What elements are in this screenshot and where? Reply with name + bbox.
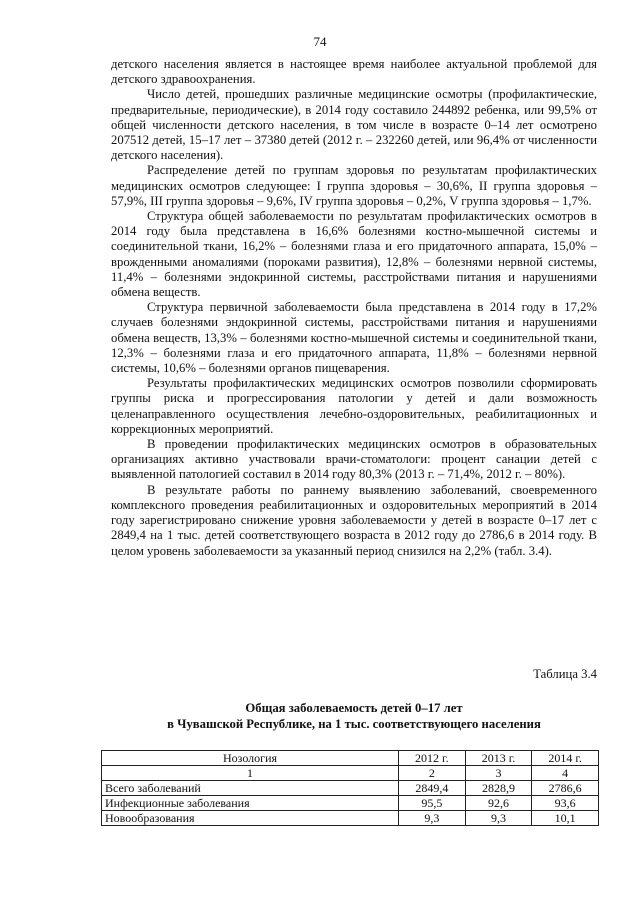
paragraph: Число детей, прошедших различные медицинские осмотры (профилактические, предварительные, периодические), в 2014 году составило 244892 ребенка, или 99,5% от общей численности детского населения, в том числе в возрасте 0–14 лет осмотрено 207512 детей, 15–17 лет – 37380 детей (2012 г. – 232260 детей, или 96,4% от численности детского населения). [111, 87, 597, 163]
paragraph: Структура общей заболеваемости по результатам профилактических осмотров в 2014 году была представлена в 16,6% болезнями костно-мышечной системы и соединительной ткани, 16,2% – болезнями глаза и его придаточного аппарата, 15,0% – врожденными аномалиями (пороками развития), 12,8% – болезнями нервной системы, 11,4% – болезнями эндокринной системы, расстройствами питания и нарушениями обмена веществ. [111, 209, 597, 300]
morbidity-table [101, 750, 599, 826]
table-cell-value: 2828,9 [465, 781, 532, 796]
header-nosology: Нозология [102, 751, 399, 766]
table-title-line-2: в Чувашской Республике, на 1 тыс. соответствующего населения [167, 717, 541, 731]
paragraph: Распределение детей по группам здоровья по результатам профилактических медицинских осмотров следующее: I группа здоровья – 30,6%, II группа здоровья – 57,9%, III группа здоровья – 9,6%, IV группа здоровья – 0,2%, V группа здоровья – 1,7%. [111, 163, 597, 208]
paragraph: Структура первичной заболеваемости была представлена в 2014 году в 17,2% случаев болезнями эндокринной системы, расстройствами питания и нарушениями обмена веществ, 13,3% – болезнями костно-мышечной системы и соединительной ткани, 12,3% – болезнями глаза и его придаточного аппарата, 11,8% – болезнями нервной системы, 10,6% – болезнями органов пищеварения. [111, 300, 597, 376]
column-number-row [102, 766, 599, 781]
table-cell-value: 95,5 [399, 796, 466, 811]
table-cell-name: Инфекционные заболевания [102, 796, 399, 811]
paragraph: В проведении профилактических медицинских осмотров в образовательных организациях активно участвовали врачи-стоматологи: процент санации детей с выявленной патологией составил в 2014 году 80,3% (2013 г. – 71,4%, 2012 г. – 80%). [111, 437, 597, 482]
column-number: 3 [465, 766, 532, 781]
table-cell-value: 9,3 [399, 811, 466, 826]
column-number: 1 [102, 766, 399, 781]
table-row [102, 796, 599, 811]
header-2012: 2012 г. [399, 751, 466, 766]
paragraph: Результаты профилактических медицинских осмотров позволили сформировать группы риска и прогрессирования патологии у детей и дали возможность целенаправленного осуществления лечебно-оздоровительных, реабилитационных и коррекционных мероприятий. [111, 376, 597, 436]
table-title [111, 700, 597, 732]
table-row [102, 811, 599, 826]
column-number: 4 [532, 766, 599, 781]
body-text [111, 57, 597, 559]
paragraph: В результате работы по раннему выявлению заболеваний, своевременного комплексного проведения реабилитационных и оздоровительных мероприятий в 2014 году зарегистрировано снижение уровня заболеваемости у детей в возрасте 0–17 лет с 2849,4 на 1 тыс. детей соответствующего возраста в 2012 году до 2786,6 в 2014 году. В целом уровень заболеваемости за указанный период снизился на 2,2% (табл. 3.4). [111, 482, 597, 558]
table-title-line-1: Общая заболеваемость детей 0–17 лет [245, 701, 463, 715]
page-number: 74 [313, 34, 327, 49]
header-2013: 2013 г. [465, 751, 532, 766]
table-cell-value: 2849,4 [399, 781, 466, 796]
paragraph: детского населения является в настоящее время наиболее актуальной проблемой для детского здравоохранения. [111, 57, 597, 87]
table-cell-value: 93,6 [532, 796, 599, 811]
table-caption: Таблица 3.4 [533, 667, 597, 681]
table-cell-value: 92,6 [465, 796, 532, 811]
table-row [102, 781, 599, 796]
table-cell-name: Новообразования [102, 811, 399, 826]
column-number: 2 [399, 766, 466, 781]
table-header-row [102, 751, 599, 766]
header-2014: 2014 г. [532, 751, 599, 766]
table-cell-value: 10,1 [532, 811, 599, 826]
table-cell-value: 9,3 [465, 811, 532, 826]
table-cell-value: 2786,6 [532, 781, 599, 796]
table-cell-name: Всего заболеваний [102, 781, 399, 796]
